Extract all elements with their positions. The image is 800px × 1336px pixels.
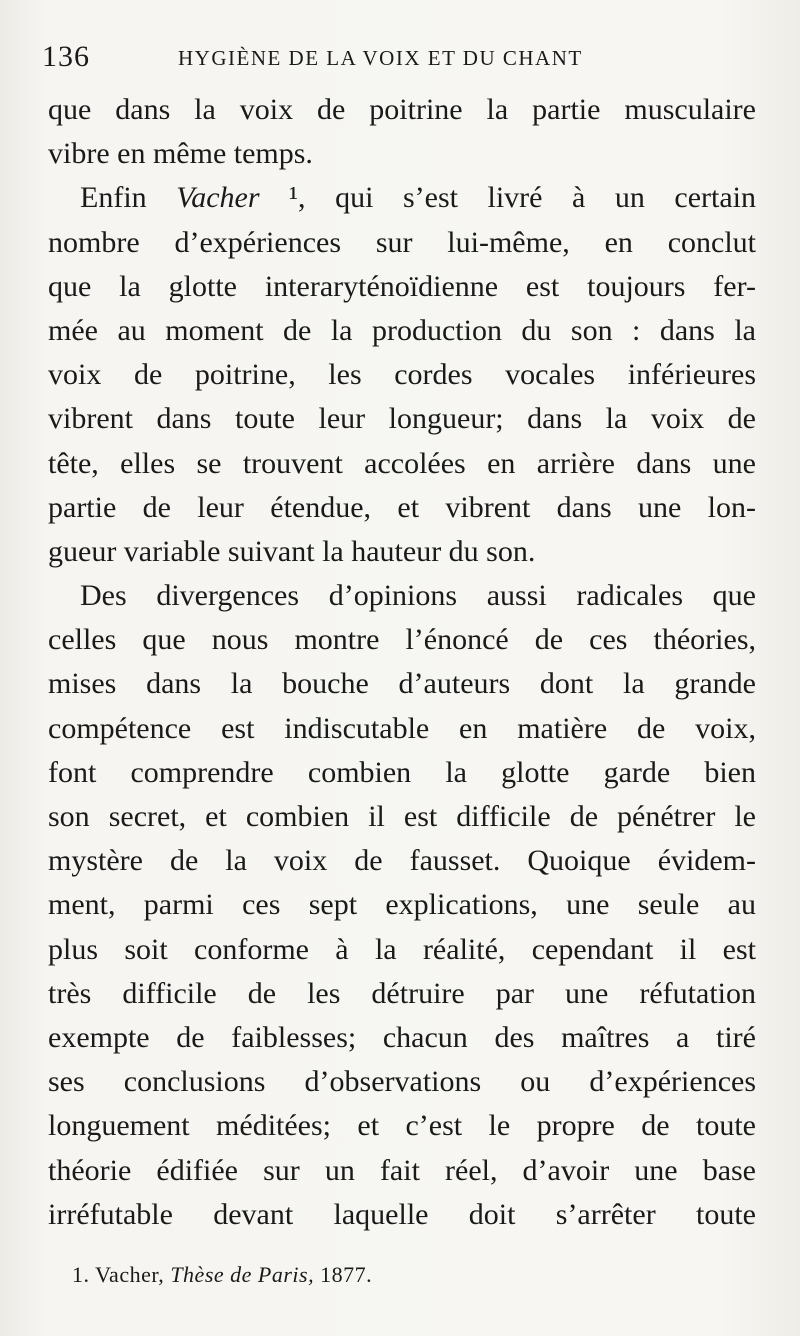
- footnote-year: 1877.: [320, 1262, 373, 1287]
- text-line: mée au moment de la production du son : dans la: [48, 313, 756, 347]
- text-line: ment, parmi ces sept explications, une seule au: [48, 888, 756, 922]
- body-text: [48, 88, 756, 1237]
- footnote-title: Thèse de Paris,: [170, 1262, 315, 1287]
- text-line: exempte de faiblesses; chacun des maîtres a tiré: [48, 1020, 756, 1054]
- text-line: vibre en même temps.: [48, 137, 313, 171]
- text-line: voix de poitrine, les cordes vocales inférieures: [48, 358, 756, 392]
- text-line: plus soit conforme à la réalité, cependant il est: [48, 932, 756, 966]
- text-line: théorie édifiée sur un fait réel, d’avoir une base: [48, 1153, 756, 1187]
- text-line: Enfin Vacher ¹, qui s’est livré à un certain: [80, 181, 757, 215]
- page-number: 136: [42, 40, 90, 73]
- text-line: très difficile de les détruire par une réfutation: [48, 976, 756, 1010]
- running-title: HYGIÈNE DE LA VOIX ET DU CHANT: [178, 46, 583, 70]
- text-line: compétence est indiscutable en matière de voix,: [48, 711, 756, 745]
- text-line: partie de leur étendue, et vibrent dans une lon-: [48, 490, 756, 524]
- text-line: irréfutable devant laquelle doit s’arrêter toute: [48, 1197, 756, 1231]
- author-name: Vacher: [176, 181, 260, 215]
- text-line: font comprendre combien la glotte garde bien: [48, 755, 756, 789]
- text-line: nombre d’expériences sur lui-même, en conclut: [48, 225, 756, 259]
- text-line: gueur variable suivant la hauteur du son.: [48, 534, 536, 568]
- text-line: Des divergences d’opinions aussi radicales que: [80, 579, 756, 613]
- page-header: [42, 40, 762, 76]
- footnote-author: Vacher,: [95, 1262, 165, 1287]
- text-line: longuement méditées; et c’est le propre de toute: [48, 1109, 756, 1143]
- text-line: celles que nous montre l’énoncé de ces théories,: [48, 623, 756, 657]
- footnote: [72, 1262, 752, 1288]
- text-line: tête, elles se trouvent accolées en arrière dans une: [48, 446, 756, 480]
- text-line: que la glotte interaryténoïdienne est toujours fer-: [48, 269, 756, 303]
- text-line: vibrent dans toute leur longueur; dans la voix de: [48, 402, 756, 436]
- text-line: que dans la voix de poitrine la partie musculaire: [48, 93, 756, 126]
- text-line: ses conclusions d’observations ou d’expériences: [48, 1065, 756, 1099]
- text-line: mystère de la voix de fausset. Quoique évidem-: [48, 844, 756, 878]
- footnote-marker: 1.: [72, 1262, 90, 1287]
- text-line: mises dans la bouche d’auteurs dont la grande: [48, 667, 756, 701]
- text-line: son secret, et combien il est difficile de pénétrer le: [48, 800, 756, 833]
